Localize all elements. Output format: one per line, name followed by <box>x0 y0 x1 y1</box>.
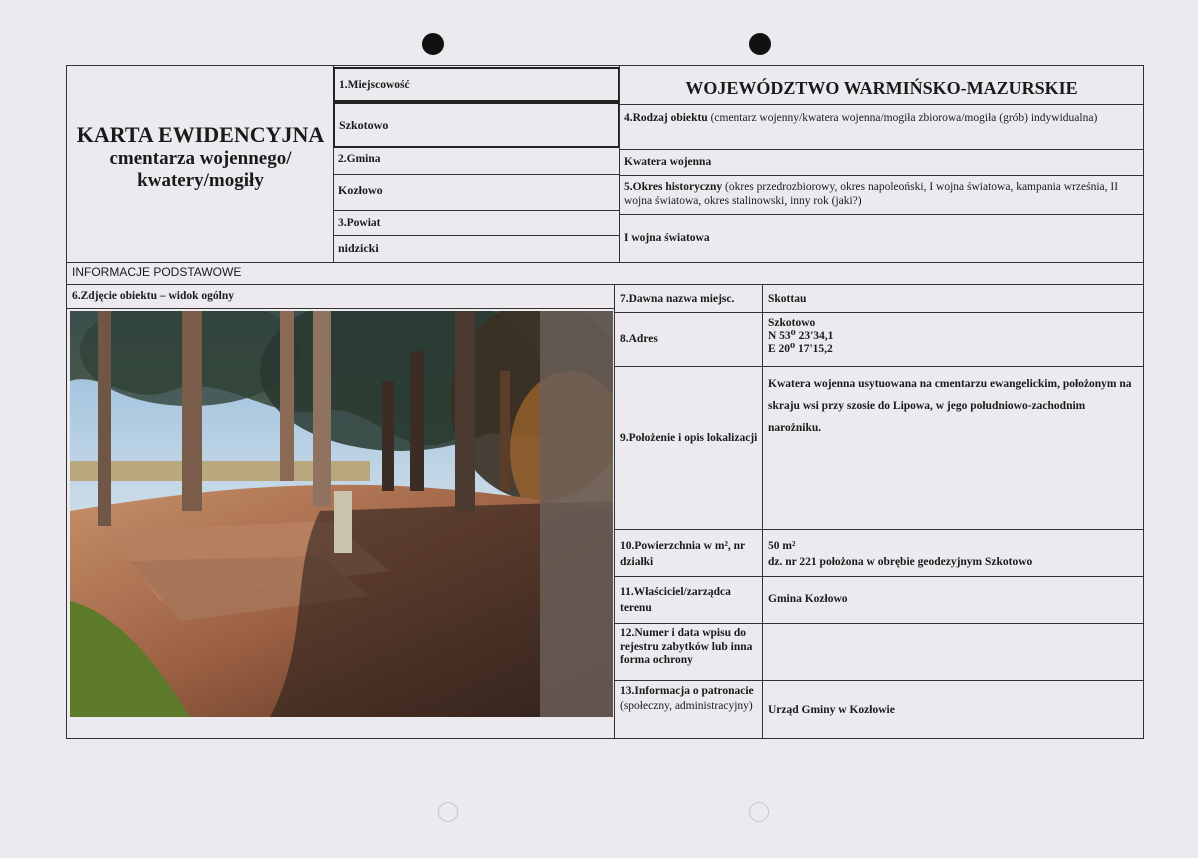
punch-hole-left <box>422 33 444 55</box>
address-latitude: N 53⁰ 23'34,1 <box>768 330 834 342</box>
row-11-label: 11.Właściciel/zarządca terenu <box>620 586 731 614</box>
field-5-value: I wojna światowa <box>624 232 710 244</box>
field-4-title: 4.Rodzaj obiektu <box>624 112 708 124</box>
address-longitude: E 20⁰ 17'15,2 <box>768 343 833 355</box>
field-1-label: 1.Miejscowość <box>333 67 620 102</box>
field-4-options: (cmentarz wojenny/kwatera wojenna/mogiła zbiorowa/mogiła (grób) indywidualna) <box>710 112 1098 124</box>
card-title-block <box>68 122 333 212</box>
card-subtitle-1: cmentarza wojennego/ <box>109 148 292 169</box>
field-2-value: Kozłowo <box>338 183 383 197</box>
field-5-options: (okres przedrozbiorowy, okres napoleoński, I wojna światowa, kampania września, II wojna światowa, okres stalinowski, inny rok (jaki?) <box>624 181 1119 207</box>
photo-label: 6.Zdjęcie obiektu – widok ogólny <box>72 290 234 302</box>
row-13-value: Urząd Gminy w Kozłowie <box>768 704 895 716</box>
row-13-label <box>616 681 762 738</box>
field-3-value: nidzicki <box>338 241 379 255</box>
card-subtitle-2: kwatery/mogiły <box>137 170 264 191</box>
row-10-label: 10.Powierzchnia w m², nr działki <box>620 540 745 568</box>
field-3-label: 3.Powiat <box>338 217 381 229</box>
row-9-value: Kwatera wojenna usytuowana na cmentarzu ewangelickim, położonym na skraju wsi przy szosie do Lipowa, w jego południowo-zachodnim narożniku. <box>768 378 1132 434</box>
row-12-value <box>764 624 1142 680</box>
field-1-value: Szkotowo <box>333 102 620 148</box>
voivodeship-title: WOJEWÓDZTWO WARMIŃSKO-MAZURSKIE <box>685 78 1078 98</box>
field-5-title: 5.Okres historyczny <box>624 181 723 193</box>
ghost-punch-hole-right <box>749 802 769 822</box>
field-4-value: Kwatera wojenna <box>624 156 712 168</box>
row-7-value: Skottau <box>768 293 807 305</box>
punch-hole-right <box>749 33 771 55</box>
row-8-value <box>764 313 1142 366</box>
field-4-label <box>620 105 1143 149</box>
card-title: KARTA EWIDENCYJNA <box>76 122 325 147</box>
field-2-label: 2.Gmina <box>338 153 381 165</box>
section-basic-info: INFORMACJE PODSTAWOWE <box>72 265 242 279</box>
cemetery-photo-image <box>70 311 613 717</box>
row-13-label-detail: (społeczny, administracyjny) <box>620 700 753 712</box>
row-12-label: 12.Numer i data wpisu do rejestru zabytków lub inna forma ochrony <box>620 627 753 666</box>
row-10-value <box>764 530 1142 576</box>
area-value: 50 m² <box>768 540 796 552</box>
parcel-value: dz. nr 221 położona w obrębie geodezyjnym Szkotowo <box>768 556 1033 568</box>
address-village: Szkotowo <box>768 317 816 329</box>
ghost-punch-hole-left <box>438 802 458 822</box>
row-13-label-main: 13.Informacja o patronacie <box>620 685 754 697</box>
row-7-label: 7.Dawna nazwa miejsc. <box>620 293 735 305</box>
field-5-label <box>620 176 1143 214</box>
row-11-value: Gmina Kozłowo <box>768 593 848 605</box>
row-8-label: 8.Adres <box>620 333 658 345</box>
row-9-label: 9.Położenie i opis lokalizacji <box>620 432 758 444</box>
site-photo <box>70 311 613 717</box>
